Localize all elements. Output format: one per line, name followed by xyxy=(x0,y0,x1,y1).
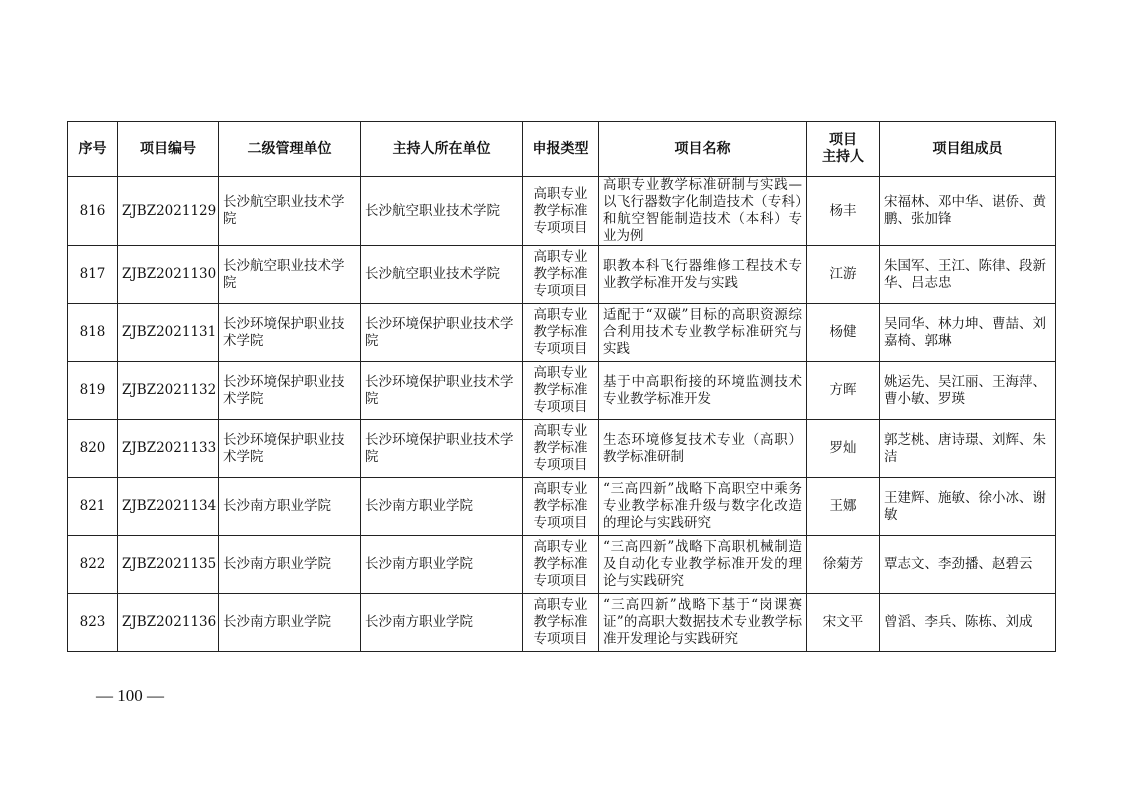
cell-members: 朱国军、王江、陈律、段新华、吕志忠 xyxy=(880,246,1056,304)
cell-members: 宋福林、邓中华、谌侨、黄鹏、张加锋 xyxy=(880,177,1056,246)
cell-unit: 长沙环境保护职业技术学院 xyxy=(219,362,361,420)
cell-members: 王建辉、施敏、徐小冰、谢敏 xyxy=(880,478,1056,536)
table-row xyxy=(68,478,1056,536)
cell-name: “三高四新”战略下高职空中乘务专业教学标准升级与数字化改造的理论与实践研究 xyxy=(599,478,807,536)
cell-host: 宋文平 xyxy=(807,594,880,652)
cell-name: 基于中高职衔接的环境监测技术专业教学标准开发 xyxy=(599,362,807,420)
cell-name: 职教本科飞行器维修工程技术专业教学标准开发与实践 xyxy=(599,246,807,304)
cell-unit: 长沙航空职业技术学院 xyxy=(219,246,361,304)
col-header-no: 序号 xyxy=(68,122,118,177)
cell-no: 823 xyxy=(68,594,118,652)
cell-no: 818 xyxy=(68,304,118,362)
table-row xyxy=(68,420,1056,478)
cell-code: ZJBZ2021129 xyxy=(118,177,219,246)
cell-host-unit: 长沙南方职业学院 xyxy=(361,536,523,594)
cell-no: 817 xyxy=(68,246,118,304)
cell-name: “三高四新”战略下高职机械制造及自动化专业教学标准开发的理论与实践研究 xyxy=(599,536,807,594)
cell-no: 822 xyxy=(68,536,118,594)
cell-code: ZJBZ2021132 xyxy=(118,362,219,420)
cell-no: 819 xyxy=(68,362,118,420)
col-header-name: 项目名称 xyxy=(599,122,807,177)
table-row xyxy=(68,536,1056,594)
cell-host: 方晖 xyxy=(807,362,880,420)
col-header-host-line2: 主持人 xyxy=(822,149,864,165)
cell-host: 杨丰 xyxy=(807,177,880,246)
table-row xyxy=(68,362,1056,420)
cell-host-unit: 长沙环境保护职业技术学院 xyxy=(361,304,523,362)
header-row xyxy=(68,122,1056,177)
cell-name: 生态环境修复技术专业（高职）教学标准研制 xyxy=(599,420,807,478)
cell-unit: 长沙环境保护职业技术学院 xyxy=(219,420,361,478)
cell-host-unit: 长沙南方职业学院 xyxy=(361,478,523,536)
project-table xyxy=(67,121,1056,652)
table-row xyxy=(68,177,1056,246)
cell-host-unit: 长沙南方职业学院 xyxy=(361,594,523,652)
col-header-host-line1: 项目 xyxy=(829,132,857,148)
cell-code: ZJBZ2021134 xyxy=(118,478,219,536)
cell-host: 王娜 xyxy=(807,478,880,536)
cell-type: 高职专业教学标准专项项目 xyxy=(523,246,599,304)
cell-type: 高职专业教学标准专项项目 xyxy=(523,478,599,536)
cell-unit: 长沙环境保护职业技术学院 xyxy=(219,304,361,362)
table-row xyxy=(68,304,1056,362)
col-header-host-unit: 主持人所在单位 xyxy=(361,122,523,177)
cell-no: 821 xyxy=(68,478,118,536)
cell-type: 高职专业教学标准专项项目 xyxy=(523,420,599,478)
cell-name: 适配于“双碳”目标的高职资源综合利用技术专业教学标准研究与实践 xyxy=(599,304,807,362)
cell-unit: 长沙航空职业技术学院 xyxy=(219,177,361,246)
col-header-type: 申报类型 xyxy=(523,122,599,177)
cell-code: ZJBZ2021136 xyxy=(118,594,219,652)
cell-type: 高职专业教学标准专项项目 xyxy=(523,536,599,594)
cell-code: ZJBZ2021133 xyxy=(118,420,219,478)
cell-type: 高职专业教学标准专项项目 xyxy=(523,304,599,362)
cell-members: 郭芝桃、唐诗璟、刘辉、朱洁 xyxy=(880,420,1056,478)
cell-host-unit: 长沙环境保护职业技术学院 xyxy=(361,420,523,478)
cell-unit: 长沙南方职业学院 xyxy=(219,594,361,652)
cell-code: ZJBZ2021135 xyxy=(118,536,219,594)
col-header-members: 项目组成员 xyxy=(880,122,1056,177)
cell-host-unit: 长沙环境保护职业技术学院 xyxy=(361,362,523,420)
cell-type: 高职专业教学标准专项项目 xyxy=(523,362,599,420)
cell-members: 曾滔、李兵、陈栋、刘成 xyxy=(880,594,1056,652)
cell-members: 吴同华、林力坤、曹喆、刘嘉椅、郭琳 xyxy=(880,304,1056,362)
cell-host: 江游 xyxy=(807,246,880,304)
cell-no: 816 xyxy=(68,177,118,246)
cell-type: 高职专业教学标准专项项目 xyxy=(523,177,599,246)
cell-unit: 长沙南方职业学院 xyxy=(219,536,361,594)
cell-name: “三高四新”战略下基于“岗课赛证”的高职大数据技术专业教学标准开发理论与实践研究 xyxy=(599,594,807,652)
col-header-code: 项目编号 xyxy=(118,122,219,177)
cell-type: 高职专业教学标准专项项目 xyxy=(523,594,599,652)
page-number: — 100 — xyxy=(96,686,164,705)
cell-host-unit: 长沙航空职业技术学院 xyxy=(361,246,523,304)
col-header-host xyxy=(807,122,880,177)
table-row xyxy=(68,594,1056,652)
cell-members: 姚运先、吴江丽、王海萍、曹小敏、罗瑛 xyxy=(880,362,1056,420)
table-row xyxy=(68,246,1056,304)
cell-name: 高职专业教学标准研制与实践—以飞行器数字化制造技术（专科）和航空智能制造技术（本科）专业为例 xyxy=(599,177,807,246)
cell-code: ZJBZ2021131 xyxy=(118,304,219,362)
cell-host-unit: 长沙航空职业技术学院 xyxy=(361,177,523,246)
cell-host: 杨健 xyxy=(807,304,880,362)
cell-host: 徐菊芳 xyxy=(807,536,880,594)
cell-code: ZJBZ2021130 xyxy=(118,246,219,304)
cell-unit: 长沙南方职业学院 xyxy=(219,478,361,536)
cell-members: 覃志文、李劲播、赵碧云 xyxy=(880,536,1056,594)
cell-no: 820 xyxy=(68,420,118,478)
cell-host: 罗灿 xyxy=(807,420,880,478)
col-header-unit: 二级管理单位 xyxy=(219,122,361,177)
